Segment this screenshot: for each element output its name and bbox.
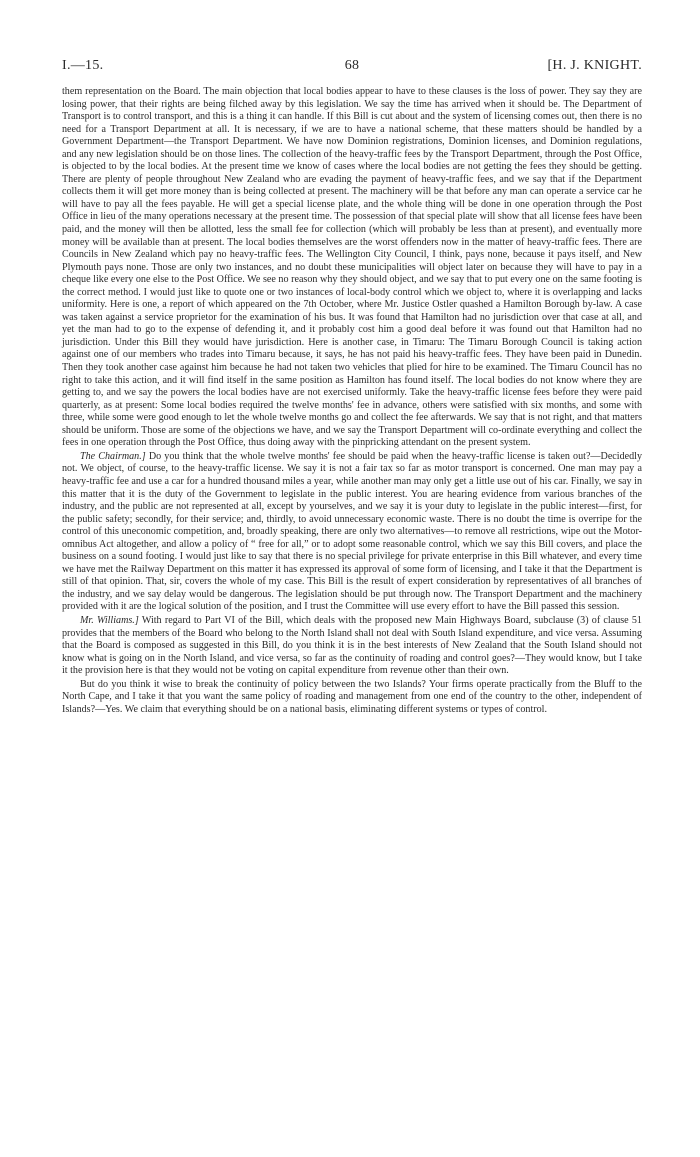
parliamentary-paper-reference: I.—15.	[62, 58, 104, 73]
paragraph-2	[62, 451, 642, 614]
paragraph-4	[62, 679, 642, 717]
witness-name: [H. J. KNIGHT.	[547, 58, 642, 73]
paragraph-2-text: Do you think that the whole twelve months' fee should be paid when the heavy-traffic license is taken out?—Decidedly not. We object, of course, to the heavy-traffic license. We say it is not a fair tax so far as motor transport is concerned. One man may pay a heavy-traffic fee and use a car for a hundred thousand miles a year, while another man may only get a little use out of his car. Finally, we say in this matter that it is the duty of the Government to legislate in the public interest. You are hearing evidence from various branches of the industry, and the public are not represented at all, except by yourselves, and we say it is your duty to legislate in the public interest—first, for the public safety; secondly, for their service; and, thirdly, to avoid unnecessary economic waste. There is no doubt the time is overripe for the control of this uneconomic competition, and, broadly speaking, there are only two alternatives—to remove all restrictions, wipe out the Motor-omnibus Act altogether, and allow a policy of “ free for all,” or to adopt some reasonable control, which we say this Bill covers, and place the business on a sound footing. I would just like to say that there is no special privilege for private enterprise in this Bill whatever, and every time we have met the Railway Department on this matter it has expressed its approval of some form of licensing, and I take it that the Department is still of that opinion. That, sir, covers the whole of my case. This Bill is the result of expert consideration by representatives of all branches of the industry, and we say delay would be dangerous. The legislation should be put through now. The Transport Department and the machinery provided with it are the logical solution of the position, and I trust the Committee will use every effort to have the Bill passed this session.	[62, 450, 643, 613]
page-number: 68	[344, 58, 360, 73]
speaker-chairman: The Chairman.]	[80, 450, 146, 462]
paragraph-3-text: With regard to Part VI of the Bill, which deals with the proposed new Main Highways Board, subclause (3) of clause 51 provides that the members of the Board who belong to the North Island shall not deal with South Island expenditure, and vice versa. Assuming that the Board is composed as suggested in this Bill, do you think it is in the best interests of New Zealand that the South Island should not know what is going on in the North Island, and vice versa, so far as the continuity of roading and control goes?—They would know, but I take it the provision here is that they would not be voting on capital expenditure from revenue other than their own.	[62, 614, 642, 677]
paragraph-4-text: But do you think it wise to break the continuity of policy between the two Islands? Your firms operate practically from the Bluff to the North Cape, and I take it that you want the same policy of roading and management from one end of the country to the other, independent of Islands?—Yes. We claim that everything should be on a national basis, eliminating different systems or types of control.	[62, 678, 642, 715]
page-header	[62, 58, 642, 74]
paragraph-1-text: them representation on the Board. The main objection that local bodies appear to have to these clauses is the loss of power. They say they are losing power, that their rights are being filched away by this legislation. We say the time has arrived when it should be. The Department of Transport is to control transport, and this is a thing it can handle. If this Bill is cut about and the system of licensing comes out, then there is no need for a Transport Department at all. It is necessary, if we are to have a national scheme, that these matters should be handled by a Government Department—the Transport Department. We have now Dominion registrations, Dominion licenses, and Dominion regulations, and any new legislation should be on those lines. The collection of the heavy-traffic fees by the Transport Department, through the Post Office, is objected to by the local bodies. At the present time we know of cases where the local bodies are not getting the fees they should be getting. There are plenty of people throughout New Zealand who are evading the payment of heavy-traffic fees, and we say that if the Department collects them it will get more money than is being collected at present. The machinery will be that before any man can operate a service car he will have to pay all the fees payable. He will get a special license plate, and the whole thing will be done in one operation through the Post Office in lieu of the many operations necessary at the present time. The possession of that special plate will show that all license fees have been paid, and the money will then be allotted, less the small fee for collection (which will probably be less than at present), and eventually more money will be available than at present. The local bodies themselves are the worst offenders now in the matter of heavy-traffic fees. There are Councils in New Zealand which pay no heavy-traffic fees. The Wellington City Council, I think, pays none, because it pays itself, and New Plymouth pays none. Those are only two instances, and no doubt these municipalities will object later on because they will have to pay in a cheque like every one else to the Post Office. We see no reason why they should object, and we say that to put every one on the same footing is the correct method. I would just like to quote one or two instances of local-body control which we object to, where it is overlapping and lacks uniformity. Here is one, a report of which appeared on the 7th October, where Mr. Justice Ostler quashed a Hamilton Borough by-law. A case was taken against a service proprietor for the examination of his bus. It was found that Hamilton had no jurisdiction over that case at all, and yet the man had to go to the expense of defending it, and it probably cost him a good deal before it was found out that Hamilton had no jurisdiction. Under this Bill they would have jurisdiction. Here is another case, in Timaru: The Timaru Borough Council is taking action against one of our members who trades into Timaru because, it says, he has not paid his heavy-traffic fees. They have been paid in Dunedin. Then they took another case against him because he had not taken two vehicles that plied for hire to be examined. The Timaru Council has no right to take this action, and it will find itself in the same position as Hamilton has found itself. The local bodies do not know where they are getting to, and we say the powers the local bodies have are not exercised uniformly. Take the heavy-traffic license fees before they were paid quarterly, as at present: Some local bodies required the twelve months' fee in advance, others were satisfied with six months, and some with three, while some were good enough to let the whole twelve months go and collect the fee afterwards. We say that is not right, and that matters should be uniform. Those are some of the objections we have, and we say the Transport Department will co-ordinate everything and collect the fees in one operation through the Post Office, thus doing away with the pinpricking attendant on the present system.	[62, 86, 642, 449]
paragraph-3	[62, 615, 642, 678]
document-body	[62, 86, 642, 716]
paragraph-1	[62, 86, 642, 450]
speaker-williams: Mr. Williams.]	[80, 614, 139, 626]
